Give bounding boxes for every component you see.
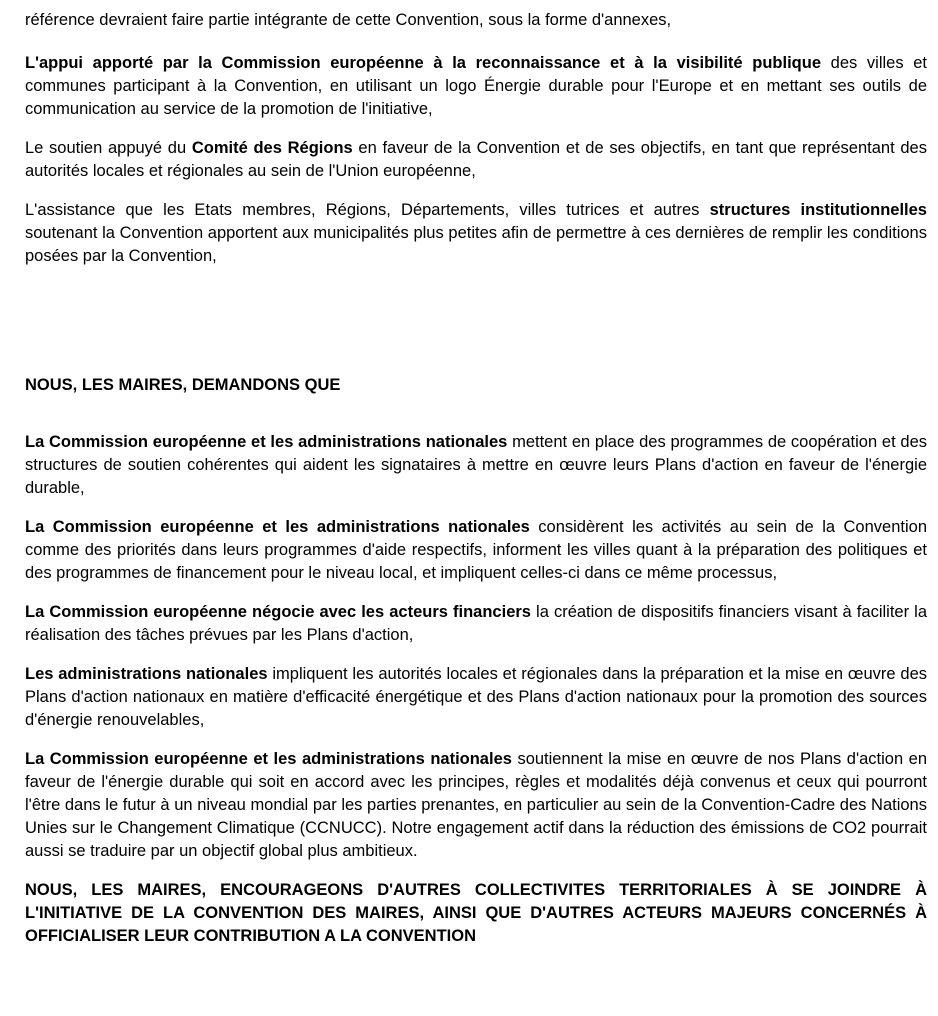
- paragraph-text: en faveur de la Convention et de ses objectifs, en tant que représentant des autorités locales et régionales au sein de l'Union européenne,: [25, 139, 927, 180]
- demand-national-action-plans: [25, 663, 927, 732]
- bold-phrase: La Commission européenne négocie avec les acteurs financiers: [25, 603, 531, 621]
- paragraph-text: soutiennent la mise en œuvre de nos Plans d'action en faveur de l'énergie durable qui soit en accord avec les principes, règles et modalités déjà convenus et ceux qui pourront l'être dans le futur à un niveau mondial par les parties prenantes, en particulier au sein de la Convention-Cadre des Nations Unies sur le Changement Climatique (CCNUCC). Notre engagement actif dans la réduction des émissions de CO2 pourrait aussi se traduire par un objectif global plus ambitieux.: [25, 750, 928, 860]
- paragraph-member-states: [25, 199, 927, 268]
- paragraph-text: des villes et communes participant à la Convention, en utilisant un logo Énergie durable pour l'Europe et en mettant ses outils de communication au service de la promotion de l'initiative,: [25, 54, 927, 118]
- demand-sustainable-energy-support: [25, 748, 927, 863]
- bold-phrase: Les administrations nationales: [25, 665, 268, 683]
- closing-statement: NOUS, LES MAIRES, ENCOURAGEONS D'AUTRES COLLECTIVITES TERRITORIALES À SE JOINDRE À L'INITIATIVE DE LA CONVENTION DES MAIRES, AINSI QUE D'AUTRES ACTEURS MAJEURS CONCERNÉS À OFFICIALISER LEUR CONTRIBUTION A LA CONVENTION: [25, 881, 927, 945]
- paragraph-text: considèrent les activités au sein de la Convention comme des priorités dans leurs programmes d'aide respectifs, informent les villes quant à la préparation des politiques et des programmes de financement pour le niveau local, et impliquent celles-ci dans ce même processus,: [25, 518, 927, 582]
- bold-phrase: La Commission européenne et les administrations nationales: [25, 518, 530, 536]
- paragraph-committee-regions: [25, 137, 927, 183]
- document-page: [25, 5, 927, 948]
- section-heading-demandons: NOUS, LES MAIRES, DEMANDONS QUE: [25, 376, 341, 394]
- paragraph-text: la création de dispositifs financiers visant à faciliter la réalisation des tâches prévues par les Plans d'action,: [25, 603, 927, 644]
- demand-aid-priorities: [25, 516, 927, 585]
- paragraph-text: L'assistance que les Etats membres, Régions, Départements, villes tutrices et autres: [25, 201, 710, 219]
- bold-phrase: La Commission européenne et les administrations nationales: [25, 750, 512, 768]
- paragraph-text: Le soutien appuyé du: [25, 139, 192, 157]
- paragraph-annexes: référence devraient faire partie intégrante de cette Convention, sous la forme d'annexes,: [25, 11, 672, 29]
- demand-financial-actors: [25, 601, 927, 647]
- demand-cooperation-programmes: [25, 431, 927, 500]
- paragraph-text: soutenant la Convention apportent aux municipalités plus petites afin de permettre à ces dernières de remplir les conditions posées par la Convention,: [25, 224, 927, 265]
- bold-phrase: Comité des Régions: [191, 139, 353, 157]
- paragraph-text: mettent en place des programmes de coopération et des structures de soutien cohérentes qui aident les signataires à mettre en œuvre leurs Plans d'action en faveur de l'énergie durable,: [25, 433, 927, 497]
- bold-phrase: L'appui apporté par la Commission européenne à la reconnaissance et à la visibilité publique: [25, 54, 821, 72]
- paragraph-commission-support: [25, 52, 927, 121]
- bold-phrase: La Commission européenne et les administrations nationales: [25, 433, 508, 451]
- bold-phrase: structures institutionnelles: [709, 201, 927, 219]
- paragraph-text: impliquent les autorités locales et régionales dans la préparation et la mise en œuvre des Plans d'action nationaux en matière d'efficacité énergétique et des Plans d'action nationaux pour la promotion des sources d'énergie renouvelables,: [25, 665, 928, 729]
